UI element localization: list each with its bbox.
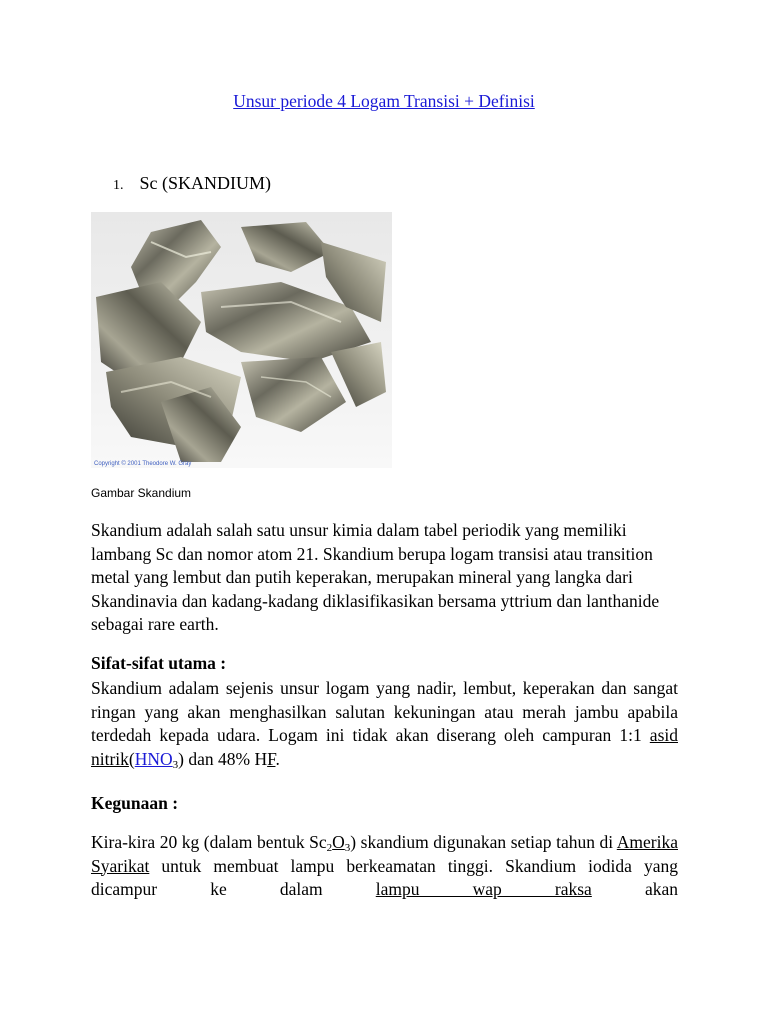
uses-text-4: akan — [591, 879, 678, 899]
sc-subscript: 2 — [326, 842, 333, 854]
oxide-link[interactable] — [332, 832, 350, 852]
lampu-wap-raksa-link[interactable]: lampu wap raksa — [375, 879, 592, 899]
list-item-label: Sc (SKANDIUM) — [139, 173, 271, 193]
uses-text-2: ) skandium digunakan setiap tahun di — [350, 832, 617, 852]
intro-paragraph: Skandium adalah salah satu unsur kimia dalam tabel periodik yang memiliki lambang Sc dan nomor atom 21. Skandium berupa logam transisi atau transition metal yang lembut dan putih keperakan, merupakan mineral yang langka dari Skandinavia dan kadang-kadang diklasifikasikan bersama yttrium dan lanthanide sebagai rare earth. — [91, 520, 660, 634]
hf-f-text: F — [267, 748, 276, 769]
image-watermark: Copyright © 2001 Theodore W. Gray — [94, 461, 192, 467]
uses-text-3: untuk membuat lampu berkeamatan tinggi. Skandium iodida yang dicampur ke dalam — [91, 855, 678, 899]
o-text: O — [332, 832, 345, 852]
amerika-syarikat-link[interactable]: Amerika Syarikat — [91, 832, 678, 876]
scandium-metal-image — [91, 212, 392, 468]
document-title[interactable]: Unsur periode 4 Logam Transisi + Definisi — [233, 91, 535, 111]
properties-text: Skandium adalam sejenis unsur logam yang nadir, lembut, keperakan dan sangat ringan yang akan menghasilkan salutan kekuningan atau merah jambu apabila terdedah kepada udara. Logam ini tidak akan diserang oleh campuran 1:1 — [91, 678, 678, 745]
properties-text-end: . — [275, 748, 280, 769]
paren-text: ( — [128, 748, 135, 769]
uses-text-1: Kira-kira 20 kg (dalam bentuk Sc — [91, 832, 327, 852]
asid-nitrik-link[interactable]: asid nitrik — [91, 725, 678, 769]
list-item-skandium — [113, 173, 271, 194]
o-subscript: 3 — [344, 842, 351, 854]
hf-h-text: H — [254, 748, 268, 769]
scandium-photo — [91, 212, 392, 468]
image-caption: Gambar Skandium — [91, 486, 192, 500]
properties-paragraph — [91, 677, 678, 771]
uses-paragraph — [91, 831, 678, 902]
properties-text-mid: ) dan 48% — [178, 748, 255, 769]
section-heading-uses: Kegunaan : — [91, 793, 179, 813]
hno3-link[interactable] — [135, 749, 173, 769]
hno-text: HNO — [134, 748, 173, 769]
hf-link[interactable] — [254, 749, 275, 769]
hno-subscript: 3 — [172, 758, 179, 771]
section-heading-properties: Sifat-sifat utama : — [91, 653, 227, 673]
list-number: 1. — [113, 178, 124, 193]
